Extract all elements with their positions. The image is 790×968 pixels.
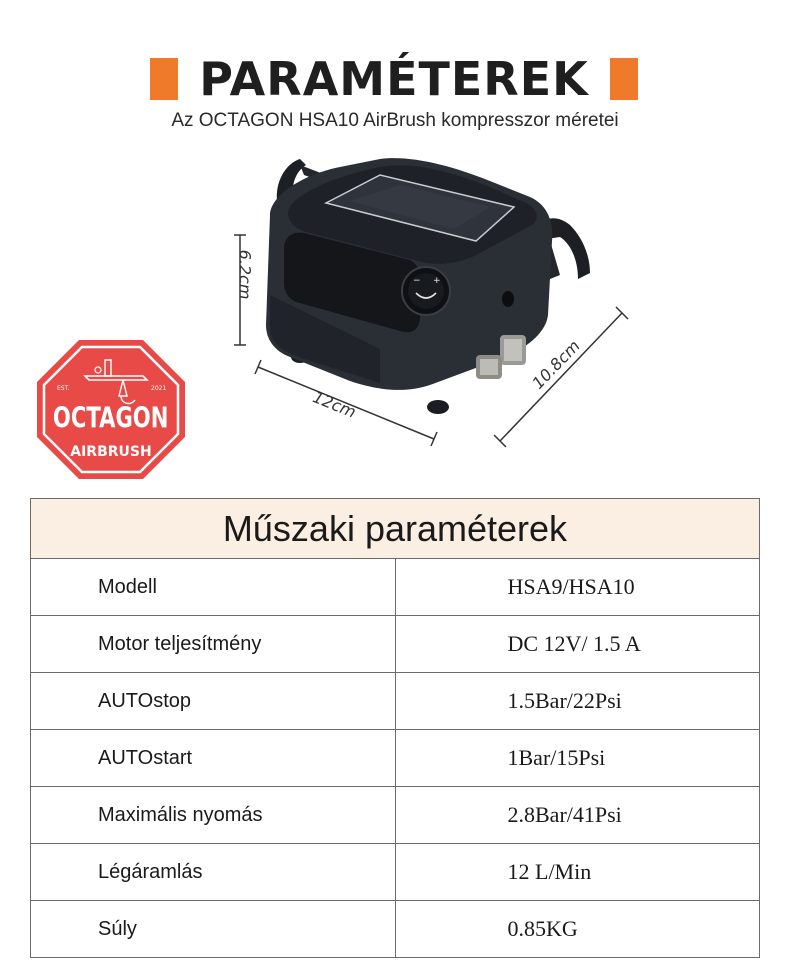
page-title: PARAMÉTEREK <box>199 52 589 106</box>
spec-value: HSA9/HSA10 <box>395 559 760 616</box>
table-row <box>31 787 760 844</box>
airbrush-compressor-icon <box>230 145 650 470</box>
spec-value: DC 12V/ 1.5 A <box>395 616 760 673</box>
logo-main-text: OCTAGON <box>52 401 169 435</box>
page-subtitle: Az OCTAGON HSA10 AirBrush kompresszor méretei <box>171 110 619 131</box>
spec-value: 1.5Bar/22Psi <box>395 673 760 730</box>
svg-text:+: + <box>433 276 441 286</box>
spec-value: 12 L/Min <box>395 844 760 901</box>
spec-label: AUTOstart <box>31 730 396 787</box>
spec-value: 2.8Bar/41Psi <box>395 787 760 844</box>
table-row <box>31 559 760 616</box>
table-row <box>31 616 760 673</box>
title-banner <box>150 52 638 106</box>
depth-dimension-label: 10.8cm <box>528 336 584 393</box>
table-row <box>31 844 760 901</box>
svg-text:−: − <box>413 276 421 286</box>
specs-heading: Műszaki paraméterek <box>31 499 760 559</box>
spec-value: 1Bar/15Psi <box>395 730 760 787</box>
width-dimension-label: 12cm <box>310 387 359 422</box>
product-illustration <box>230 145 650 470</box>
spec-label: AUTOstop <box>31 673 396 730</box>
table-row <box>31 673 760 730</box>
spec-value: 0.85KG <box>395 901 760 958</box>
octagon-logo-icon <box>35 338 187 481</box>
spec-label: Légáramlás <box>31 844 396 901</box>
table-row <box>31 901 760 958</box>
header <box>0 0 790 140</box>
octagon-airbrush-logo <box>35 338 187 481</box>
specs-table <box>30 498 760 958</box>
specs-table-header <box>31 499 760 559</box>
logo-sub-text: AIRBRUSH <box>70 444 152 460</box>
logo-year: 2021 <box>151 385 167 392</box>
spec-label: Modell <box>31 559 396 616</box>
table-row <box>31 730 760 787</box>
height-dimension-label: 6.2cm <box>235 249 255 300</box>
logo-est: EST. <box>57 385 70 392</box>
spec-label: Motor teljesítmény <box>31 616 396 673</box>
spec-label: Maximális nyomás <box>31 787 396 844</box>
spec-label: Súly <box>31 901 396 958</box>
